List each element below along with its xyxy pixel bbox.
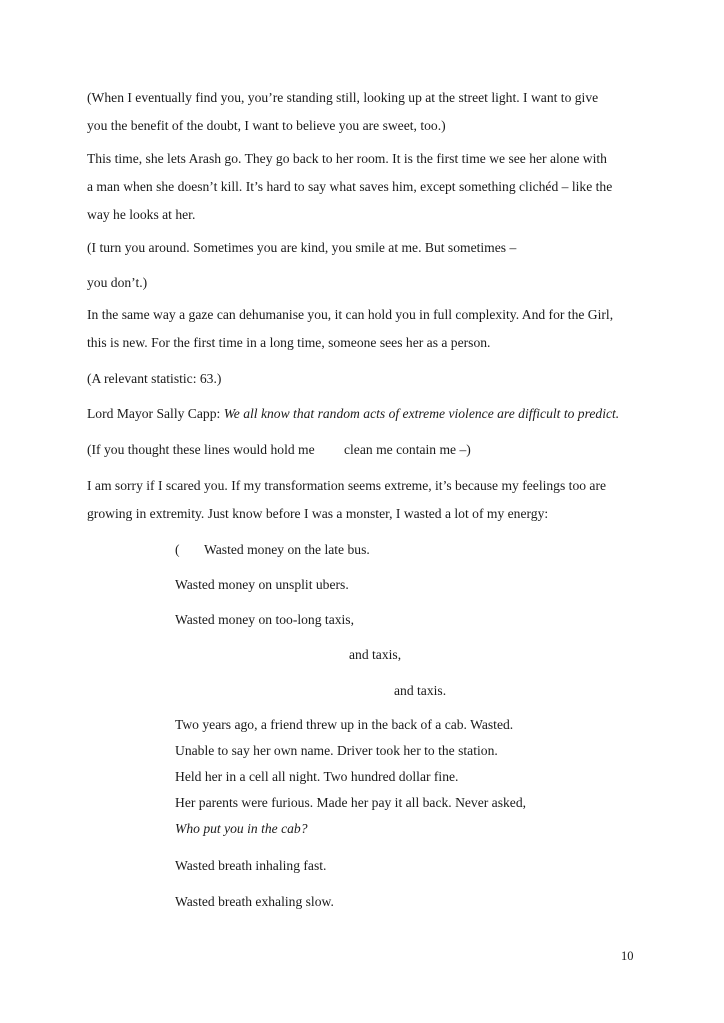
poem-line: Unable to say her own name. Driver took her to the station. xyxy=(175,743,498,758)
poem-line: Held her in a cell all night. Two hundred dollar fine. xyxy=(175,769,459,784)
paragraph-line: you the benefit of the doubt, I want to believe you are sweet, too.) xyxy=(87,118,446,133)
poem-line: Her parents were furious. Made her pay it all back. Never asked, xyxy=(175,795,527,810)
paragraph-line: this is new. For the first time in a long time, someone sees her as a person. xyxy=(87,335,491,350)
poem-line: Wasted money on unsplit ubers. xyxy=(175,577,349,592)
poem-line: and taxis. xyxy=(394,683,447,698)
paragraph-line: you don’t.) xyxy=(87,275,148,290)
paragraph-line: (When I eventually find you, you’re standing still, looking up at the street light. I want to give xyxy=(87,90,599,105)
poem-line: Wasted breath exhaling slow. xyxy=(175,894,334,909)
paragraph-line: a man when she doesn’t kill. It’s hard to say what saves him, except something clichéd – like the xyxy=(87,179,613,194)
paragraph-line: way he looks at her. xyxy=(87,207,196,222)
paragraph-line: This time, she lets Arash go. They go back to her room. It is the first time we see her alone with xyxy=(87,151,607,166)
poem-line: Wasted money on too-long taxis, xyxy=(175,612,354,627)
poem-line: Wasted breath inhaling fast. xyxy=(175,858,327,873)
paragraph-line: I am sorry if I scared you. If my transformation seems extreme, it’s because my feelings too are xyxy=(87,478,607,493)
paragraph-line: growing in extremity. Just know before I was a monster, I wasted a lot of my energy: xyxy=(87,506,549,521)
poem-line: Two years ago, a friend threw up in the back of a cab. Wasted. xyxy=(175,717,514,732)
paragraph-line-part: clean me contain me –) xyxy=(344,442,471,457)
paragraph-line: (I turn you around. Sometimes you are kind, you smile at me. But sometimes – xyxy=(87,240,517,255)
paragraph-line: In the same way a gaze can dehumanise you, it can hold you in full complexity. And for the Girl, xyxy=(87,307,614,322)
paragraph-line-part: (If you thought these lines would hold me xyxy=(87,442,315,457)
speaker-name: Lord Mayor Sally Capp: xyxy=(87,406,221,421)
poem-open-paren: ( xyxy=(175,542,180,557)
quote-text: We all know that random acts of extreme violence are difficult to predict. xyxy=(223,406,620,421)
poem-line: and taxis, xyxy=(349,647,402,662)
page-number: 10 xyxy=(621,949,634,963)
quote-line xyxy=(87,405,619,423)
poem-line: Wasted money on the late bus. xyxy=(204,542,370,557)
paragraph-line: (A relevant statistic: 63.) xyxy=(87,371,222,386)
poem-line-italic: Who put you in the cab? xyxy=(175,821,308,836)
